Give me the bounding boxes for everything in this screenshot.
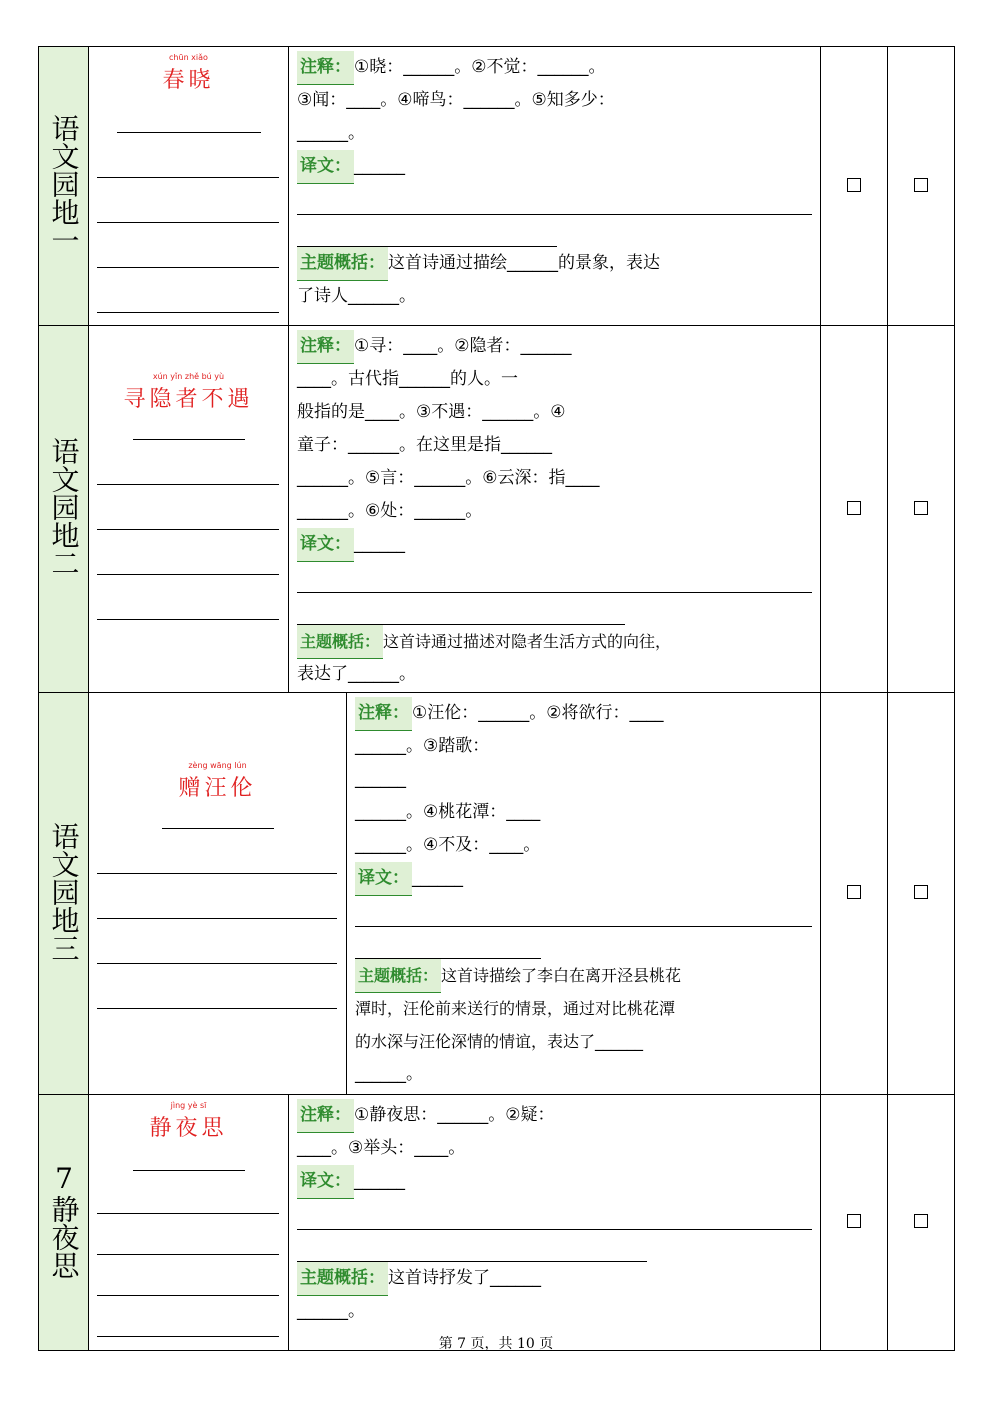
translation-line: 译文： ______ [355,862,812,895]
table-row [39,47,955,326]
poem-title: jìng yè sī 静夜思 [149,1101,228,1141]
note-line: ______。④不及：____。 [355,835,541,855]
checkbox[interactable] [847,501,861,515]
writing-line[interactable] [297,1198,812,1230]
poem-title: chūn xiǎo 春晓 [162,53,215,93]
theme-line: 表达了______。 [297,664,416,684]
table-row [39,1095,955,1351]
poem-title: zèng wāng lún 赠汪伦 [178,761,257,801]
writing-line[interactable] [97,963,337,964]
writing-line[interactable] [97,222,279,223]
writing-line[interactable] [97,312,279,313]
unit-label-cell [39,326,89,693]
poem-title-pinyin: jìng yè sī [170,1101,207,1110]
writing-line[interactable] [97,267,279,268]
note-line: ③闻：____。④啼鸟：______。⑤知多少： [297,90,615,110]
poem-title: xún yǐn zhě bú yù 寻隐者不遇 [123,372,254,412]
table-row [39,326,955,693]
writing-line[interactable] [297,215,557,247]
theme-line: ______。 [297,1301,365,1321]
note-line: ______。③踏歌： [355,736,490,756]
writing-line[interactable] [97,873,337,874]
title-notes-cell [89,693,821,1095]
poem-title-pinyin: zèng wāng lún [188,761,247,770]
writing-line[interactable] [162,828,274,829]
theme-line: 主题概括： 这首诗描绘了李白在离开泾县桃花 [355,959,812,992]
writing-line[interactable] [97,177,279,178]
section-label: 译文： [355,862,412,896]
writing-line[interactable] [97,574,279,575]
checkbox[interactable] [914,1214,928,1228]
note-line: 般指的是____。③不遇：______。④ [297,402,566,422]
writing-line[interactable] [297,1230,647,1262]
page-footer: 第 7 页，共 10 页 [438,1336,554,1352]
poem-title-pinyin: chūn xiǎo [169,53,208,62]
writing-line[interactable] [133,1170,245,1171]
theme-line: 潭时，汪伦前来送行的情景，通过对比桃花潭 [355,999,676,1018]
section-label: 注释： [297,1099,354,1133]
notes-cell [289,47,821,326]
theme-line: 主题概括： 这首诗通过描述对隐者生活方式的向往， [297,625,812,658]
note-line: 注释： ①晓：______。②不觉：______。 [297,51,812,84]
checkbox[interactable] [847,1214,861,1228]
section-label: 译文： [297,1165,354,1199]
poem-title-pinyin: xún yǐn zhě bú yù [152,372,225,381]
title-cell [89,47,289,326]
note-line: 注释： ①寻：____。②隐者：______ [297,330,812,363]
section-label: 注释： [355,697,412,731]
writing-line[interactable] [97,484,279,485]
notes-cell [347,693,820,1094]
note-line: 童子：______。在这里是指______ [297,435,552,455]
title-cell [89,326,289,693]
theme-line: 主题概括： 这首诗通过描绘______的景象，表达 [297,247,812,280]
note-line: ______ [355,769,406,789]
writing-line[interactable] [355,895,812,927]
notes-cell [289,326,821,693]
writing-line[interactable] [297,593,625,625]
section-label: 注释： [297,330,354,364]
translation-line: 译文： ______ [297,1165,812,1198]
unit-label: 语文园地一 [47,114,81,254]
writing-line[interactable] [97,529,279,530]
section-label: 主题概括： [297,247,388,281]
note-line: ______。⑤言：______。⑥云深：指____ [297,468,600,488]
note-line: 注释： ①汪伦：______。②将欲行：____ [355,697,812,730]
theme-line: 了诗人______。 [297,286,416,306]
note-line: 注释： ①静夜思：______。②疑： [297,1099,812,1132]
writing-line[interactable] [97,1008,337,1009]
unit-label-cell [39,1095,89,1351]
checkbox[interactable] [914,501,928,515]
note-line: ____。③举头：____。 [297,1138,466,1158]
unit-label: 7静夜思 [47,1162,81,1279]
section-label: 译文： [297,150,354,184]
unit-label-cell [39,693,89,1095]
writing-line[interactable] [133,439,245,440]
note-line: ____。古代指______的人。一 [297,369,518,389]
checkbox[interactable] [847,885,861,899]
theme-line: 的水深与汪伦深情的情谊，表达了______ [355,1032,644,1051]
unit-label: 语文园地二 [47,437,81,577]
notes-cell [289,1095,821,1351]
writing-line[interactable] [97,1213,279,1214]
title-cell [89,1095,289,1351]
section-label: 译文： [297,528,354,562]
writing-line[interactable] [355,927,541,959]
translation-line: 译文： ______ [297,528,812,561]
writing-line[interactable] [97,1295,279,1296]
writing-line[interactable] [297,561,812,593]
section-label: 主题概括： [297,625,383,659]
table-row [39,693,955,1095]
note-line: ______。⑥处：______。 [297,501,483,521]
unit-label: 语文园地三 [47,821,81,962]
writing-line[interactable] [97,918,337,919]
note-line: ______。 [297,123,365,143]
theme-line: 主题概括： 这首诗抒发了______ [297,1262,812,1295]
writing-line[interactable] [117,132,261,133]
section-label: 主题概括： [355,959,441,993]
theme-line: ______。 [355,1064,423,1084]
translation-line: 译文： ______ [297,150,812,183]
section-label: 注释： [297,51,354,85]
section-label: 主题概括： [297,1262,388,1296]
writing-line[interactable] [297,183,812,215]
checkbox[interactable] [914,178,928,192]
writing-line[interactable] [97,1254,279,1255]
writing-line[interactable] [97,619,279,620]
unit-label-cell [39,47,89,326]
note-line: ______。④桃花潭：____ [355,802,541,822]
worksheet-table [38,46,955,1351]
checkbox[interactable] [914,885,928,899]
title-cell [89,693,347,1094]
checkbox[interactable] [847,178,861,192]
